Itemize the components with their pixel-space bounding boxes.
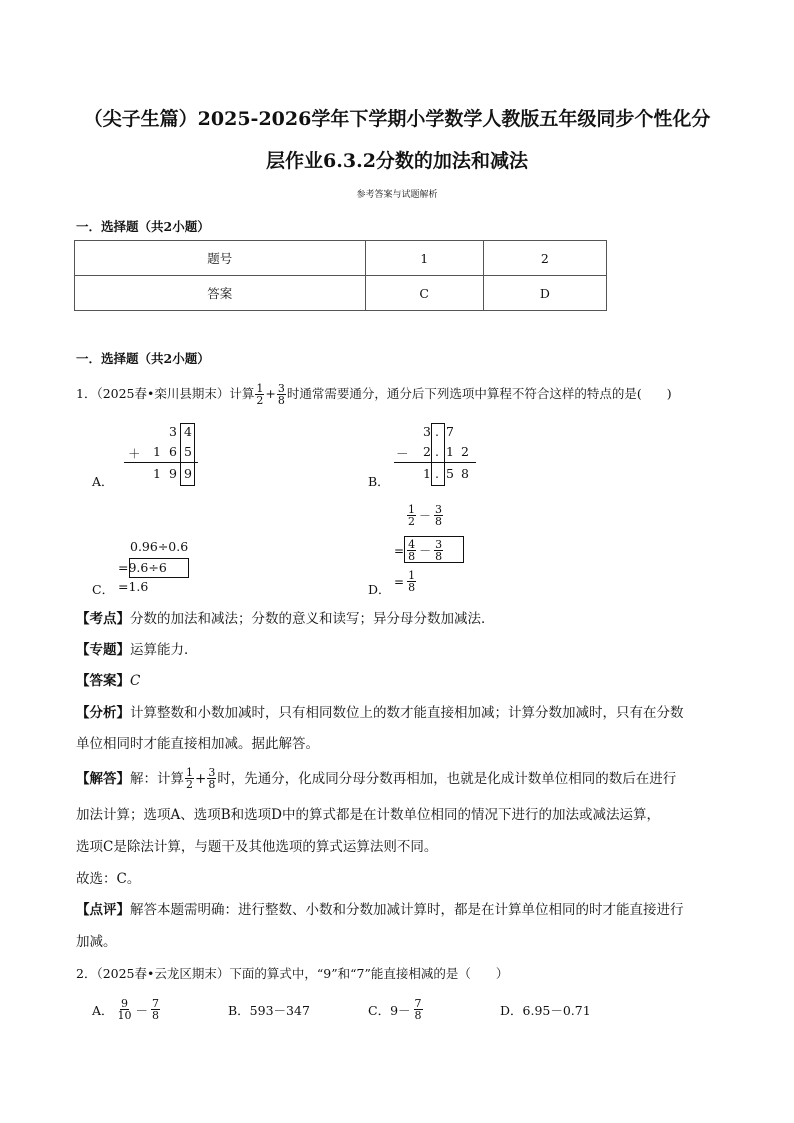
page-subtitle: 参考答案与试题解析 (356, 190, 438, 200)
equals-sign: = (394, 543, 405, 558)
denominator: 10 (117, 1009, 132, 1022)
minus-sign: － (419, 544, 432, 558)
q1-denominator: 8 (277, 394, 285, 407)
numerator: 3 (435, 503, 443, 516)
q1-fraction (277, 383, 286, 406)
dianping-line2: 加减。 (76, 934, 117, 950)
denominator: 8 (408, 550, 416, 563)
numerator: 9 (121, 997, 129, 1010)
section-heading-2: 一．选择题（共2小题） (76, 351, 210, 366)
digit: 2 (461, 444, 469, 459)
option-c-line3: =1.6 (118, 579, 149, 594)
dianping (76, 900, 736, 920)
section-label: 【专题】 (76, 642, 130, 658)
digit: 7 (446, 424, 454, 439)
section-label: 【答案】 (76, 673, 130, 689)
highlight-box (129, 558, 189, 578)
dianping-text: 解答本题需明确：进行整数、小数和分数加减计算时，都是在计算单位相同的时才能直接进行 (130, 902, 684, 918)
zhuanti (76, 640, 198, 660)
option-d-row1 (406, 504, 444, 527)
numerator: 1 (186, 766, 193, 779)
digit: 3 (169, 424, 177, 439)
option-d-row3 (394, 570, 417, 593)
digit: 1 (153, 466, 161, 481)
guxuan: 故选：C。 (76, 871, 141, 887)
highlight-box (180, 423, 195, 486)
fenxi-line2: 单位相同时才能直接相加减。据此解答。 (76, 736, 319, 752)
plus-sign: ＋ (128, 446, 141, 461)
kaodian (76, 609, 726, 629)
decimal-point: . (435, 466, 439, 481)
option-c-line1: 0.96÷0.6 (130, 539, 189, 554)
numerator: 3 (435, 538, 443, 551)
digit: 5 (446, 466, 454, 481)
q1-fraction (255, 383, 264, 406)
fraction (207, 767, 216, 790)
page-title-line2: 层作业6.3.2分数的加法和减法 (266, 150, 528, 172)
q1-denominator: 2 (256, 394, 264, 407)
numerator: 1 (408, 503, 415, 516)
decimal-point: . (435, 444, 439, 459)
numerator: 7 (414, 997, 422, 1010)
option-c-label: C． (92, 582, 115, 597)
jieda (76, 767, 736, 790)
option-c-line2: =9.6÷6 (118, 560, 167, 575)
table-cell: D (483, 276, 606, 311)
table-row (75, 241, 607, 276)
digit: 4 (184, 424, 192, 439)
digit: 8 (461, 466, 469, 481)
numerator: 7 (152, 997, 160, 1010)
daan (76, 671, 140, 691)
denominator: 8 (208, 778, 216, 791)
fraction (151, 998, 160, 1021)
denominator: 8 (414, 1009, 422, 1022)
denominator: 2 (186, 778, 193, 791)
table-cell: 1 (365, 241, 483, 276)
option-label: C．9－ (368, 1002, 411, 1018)
digit: 6 (169, 444, 177, 459)
digit: 3 (423, 424, 431, 439)
option-a-label: A． (92, 474, 114, 489)
fraction (117, 998, 133, 1021)
q1-numerator: 1 (256, 382, 264, 395)
jieda-text: 时，先通分，化成同分母分数再相加，也就是化成计数单位相同的数后在进行 (217, 770, 677, 787)
fraction (185, 767, 194, 790)
option-b-label: B． (368, 474, 390, 489)
numerator: 4 (408, 538, 416, 551)
fraction (407, 504, 416, 527)
table-cell: 题号 (75, 241, 366, 276)
q2-option-a (92, 998, 161, 1021)
daan-text: C (130, 673, 141, 689)
q1-prefix: 1．（2025春•栾川县期末）计算 (76, 386, 255, 401)
digit: 1 (423, 466, 431, 481)
table-cell: 答案 (75, 276, 366, 311)
q2-option-c (368, 998, 424, 1021)
q2-option-d: D．6.95－0.71 (500, 1003, 591, 1018)
minus-sign: － (396, 446, 409, 461)
decimal-point: . (435, 424, 439, 439)
numerator: 3 (208, 766, 216, 779)
fraction (434, 504, 443, 527)
fenxi-text: 计算整数和小数加减时，只有相同数位上的数才能直接相加减；计算分数加减时，只有在分数 (130, 705, 684, 721)
table-row (75, 276, 607, 311)
digit: 5 (184, 444, 192, 459)
denominator: 8 (152, 1009, 160, 1022)
fenxi (76, 703, 726, 723)
fraction (414, 998, 423, 1021)
section-label: 【分析】 (76, 705, 130, 721)
q2-stem: 2．（2025春•云龙区期末）下面的算式中，“9”和“7”能直接相减的是（ ） (76, 966, 509, 981)
digit: 9 (169, 466, 177, 481)
digit: 1 (446, 444, 454, 459)
fraction (407, 570, 416, 593)
zhuanti-text: 运算能力． (130, 642, 198, 658)
denominator: 8 (435, 550, 443, 563)
highlight-box (431, 423, 445, 486)
highlight-box (404, 536, 464, 563)
equals-sign: = (394, 574, 405, 589)
jieda-line2: 加法计算；选项A、选项B和选项D中的算式都是在计数单位相同的情况下进行的加法或减法运算， (76, 807, 660, 823)
q1-numerator: 3 (277, 382, 285, 395)
denominator: 8 (408, 581, 416, 594)
q1-suffix: 时通常需要通分，通分后下列选项中算程不符合这样的特点的是( ) (286, 386, 672, 401)
q1-plus: + (265, 386, 276, 401)
denominator: 8 (435, 515, 443, 528)
minus-sign: － (135, 1002, 149, 1018)
answer-table (74, 240, 607, 311)
page-title-line1: （尖子生篇）2025-2026学年下学期小学数学人教版五年级同步个性化分 (83, 108, 711, 130)
option-a-vertical (120, 424, 200, 486)
q1-stem (76, 383, 776, 406)
section-heading-1: 一．选择题（共2小题） (76, 219, 210, 234)
kaodian-text: 分数的加法和减法；分数的意义和读写；异分母分数加减法． (130, 611, 495, 627)
option-b-vertical (394, 424, 484, 486)
section-label: 【点评】 (76, 902, 130, 918)
plus-sign: + (195, 770, 207, 787)
numerator: 1 (408, 569, 416, 582)
digit: 9 (184, 466, 192, 481)
table-cell: C (365, 276, 483, 311)
digit: 2 (423, 444, 431, 459)
section-label: 【考点】 (76, 611, 130, 627)
table-cell: 2 (483, 241, 606, 276)
minus-sign: － (419, 509, 432, 523)
option-label: A． (92, 1002, 114, 1018)
jieda-line3: 选项C是除法计算，与题干及其他选项的算式运算法则不同。 (76, 839, 438, 855)
denominator: 2 (408, 515, 415, 528)
option-d-label: D． (368, 582, 391, 597)
digit: 1 (153, 444, 161, 459)
section-label: 【解答】 (76, 770, 130, 787)
jieda-text: 解：计算 (130, 770, 184, 787)
q2-option-b: B．593－347 (228, 1003, 310, 1018)
